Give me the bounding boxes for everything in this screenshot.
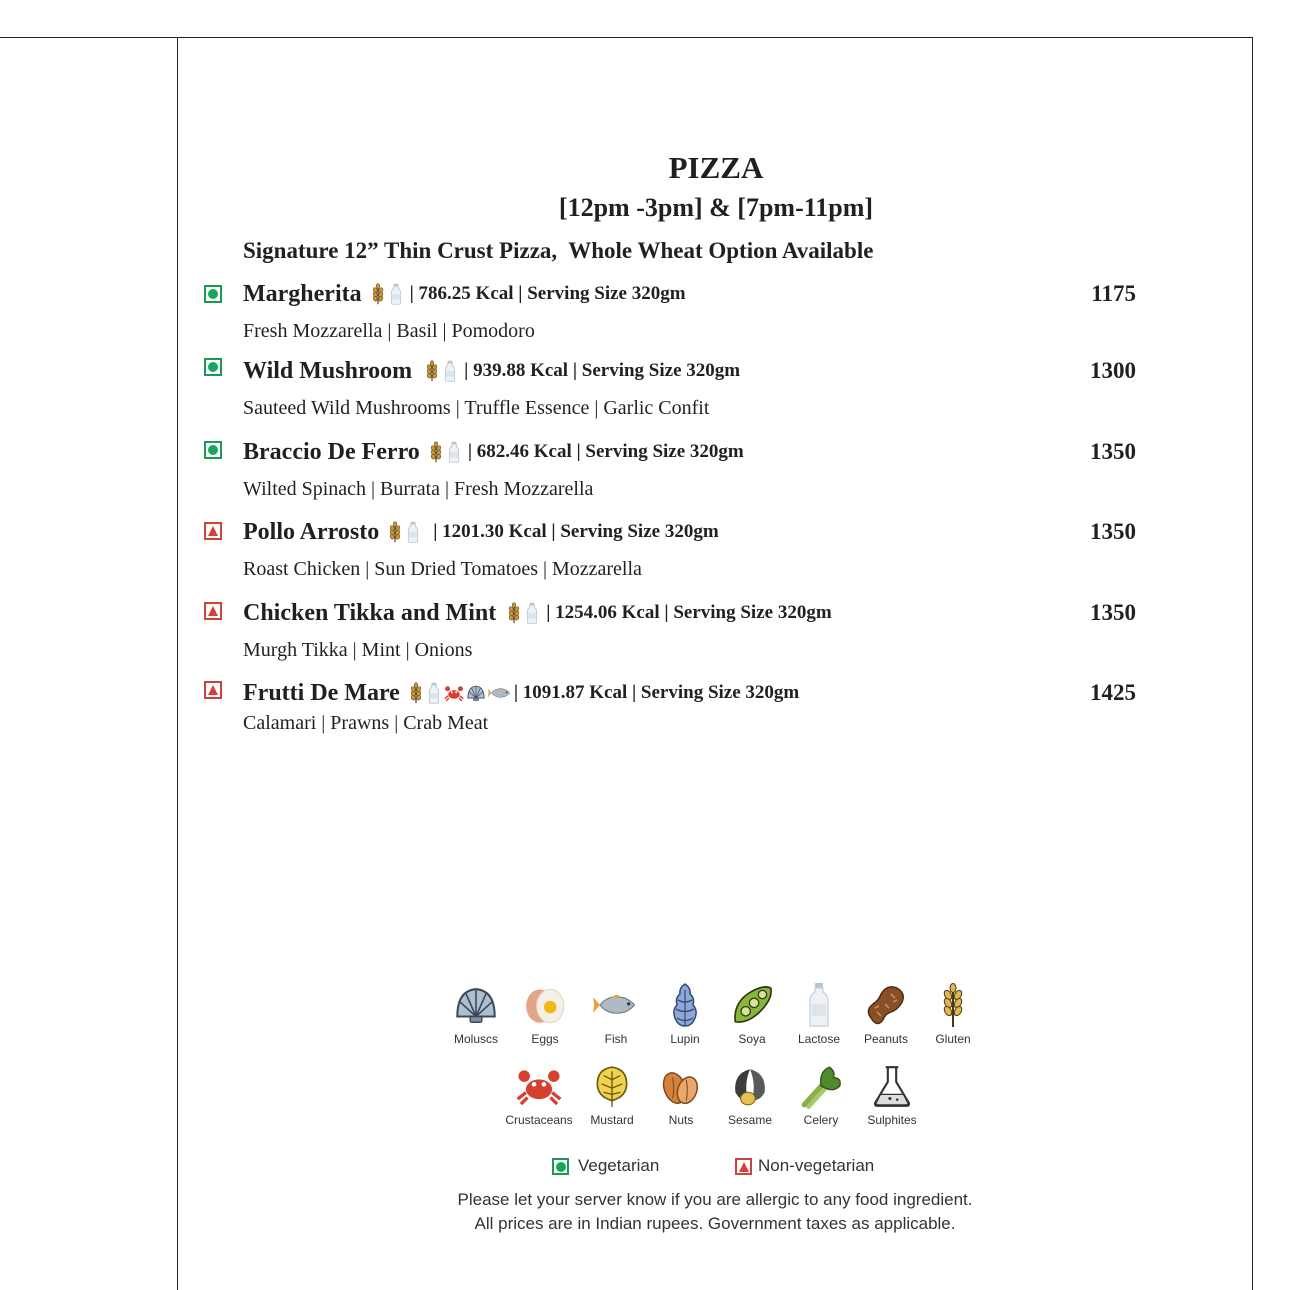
sulphites-icon (869, 1063, 915, 1109)
item-name: Wild Mushroom (243, 357, 413, 384)
allergen-moluscs: Moluscs (440, 982, 512, 1046)
peanuts-icon (863, 982, 909, 1028)
menu-title: PIZZA (668, 150, 764, 185)
lactose-icon (446, 441, 462, 463)
item-price: 1425 (1090, 680, 1136, 705)
item-meta: | 786.25 Kcal | Serving Size 320gm (409, 283, 686, 304)
page-border-left (177, 37, 178, 1290)
allergen-lactose: Lactose (783, 982, 855, 1046)
allergen-gluten: Gluten (917, 982, 989, 1046)
item-description: Roast Chicken | Sun Dried Tomatoes | Mozzarella (243, 558, 642, 580)
veg-marker-icon (552, 1158, 569, 1175)
fish-icon (488, 685, 512, 701)
allergen-mustard: Mustard (576, 1063, 648, 1127)
nonveg-marker-icon (735, 1158, 752, 1175)
item-meta: | 682.46 Kcal | Serving Size 320gm (467, 441, 744, 462)
menu-hours: [12pm -3pm] & [7pm-11pm] (558, 193, 874, 222)
nuts-icon (658, 1063, 704, 1109)
allergen-lupin: Lupin (649, 982, 721, 1046)
allergen-celery: Celery (785, 1063, 857, 1127)
gluten-icon (930, 982, 976, 1028)
veg-marker-icon (204, 441, 222, 459)
nonveg-key-label: Non-vegetarian (758, 1156, 875, 1175)
item-price: 1175 (1091, 281, 1136, 306)
lactose-icon (405, 521, 421, 543)
menu-subtitle: Signature 12” Thin Crust Pizza, Whole Wheat Option Available (243, 238, 874, 263)
lactose-icon (524, 602, 540, 624)
crustaceans-icon (516, 1063, 562, 1109)
mustard-icon (589, 1063, 635, 1109)
lactose-icon (442, 360, 458, 382)
page-border-top (0, 37, 1253, 38)
allergen-peanuts: Peanuts (850, 982, 922, 1046)
allergy-note: Please let your server know if you are allergic to any food ingredient. (457, 1190, 973, 1209)
lactose-icon (388, 283, 404, 305)
item-price: 1300 (1090, 358, 1136, 383)
nonveg-key (735, 1156, 874, 1176)
nonveg-marker-icon (204, 522, 222, 540)
item-name: Chicken Tikka and Mint (243, 599, 497, 626)
item-name: Braccio De Ferro (243, 438, 420, 465)
item-price: 1350 (1090, 439, 1136, 464)
sesame-icon (727, 1063, 773, 1109)
moluscs-icon (466, 684, 486, 702)
gluten-icon (506, 602, 522, 624)
lactose-icon (796, 982, 842, 1028)
veg-marker-icon (204, 285, 222, 303)
veg-key (552, 1156, 659, 1176)
price-note: All prices are in Indian rupees. Government taxes as applicable. (474, 1214, 956, 1233)
gluten-icon (387, 521, 403, 543)
item-description: Calamari | Prawns | Crab Meat (243, 712, 489, 734)
soya-icon (729, 982, 775, 1028)
gluten-icon (424, 360, 440, 382)
item-name: Pollo Arrosto (243, 518, 380, 545)
nonveg-marker-icon (204, 602, 222, 620)
item-price: 1350 (1090, 519, 1136, 544)
allergen-eggs: Eggs (509, 982, 581, 1046)
allergen-nuts: Nuts (645, 1063, 717, 1127)
lupin-icon (662, 982, 708, 1028)
item-price: 1350 (1090, 600, 1136, 625)
item-meta: | 1201.30 Kcal | Serving Size 320gm (433, 521, 719, 542)
gluten-icon (428, 441, 444, 463)
nonveg-marker-icon (204, 681, 222, 699)
gluten-icon (370, 283, 386, 305)
page-border-right (1252, 37, 1253, 1290)
crustaceans-icon (444, 684, 464, 702)
item-description: Sauteed Wild Mushrooms | Truffle Essence | Garlic Confit (243, 397, 710, 419)
lactose-icon (426, 682, 442, 704)
allergen-crustaceans: Crustaceans (503, 1063, 575, 1127)
allergen-sesame: Sesame (714, 1063, 786, 1127)
allergen-soya: Soya (716, 982, 788, 1046)
veg-marker-icon (204, 358, 222, 376)
item-meta: | 1091.87 Kcal | Serving Size 320gm (513, 682, 800, 703)
celery-icon (798, 1063, 844, 1109)
item-name: Frutti De Mare (243, 679, 400, 706)
eggs-icon (522, 982, 568, 1028)
item-description: Murgh Tikka | Mint | Onions (243, 639, 473, 661)
veg-key-label: Vegetarian (578, 1156, 660, 1175)
item-meta: | 1254.06 Kcal | Serving Size 320gm (546, 602, 832, 623)
item-description: Wilted Spinach | Burrata | Fresh Mozzarella (243, 478, 594, 500)
allergen-sulphites: Sulphites (856, 1063, 928, 1127)
allergen-fish: Fish (580, 982, 652, 1046)
item-meta: | 939.88 Kcal | Serving Size 320gm (464, 360, 741, 381)
fish-icon (593, 982, 639, 1028)
gluten-icon (408, 682, 424, 704)
moluscs-icon (453, 982, 499, 1028)
item-name: Margherita (243, 280, 362, 307)
item-description: Fresh Mozzarella | Basil | Pomodoro (243, 320, 535, 342)
